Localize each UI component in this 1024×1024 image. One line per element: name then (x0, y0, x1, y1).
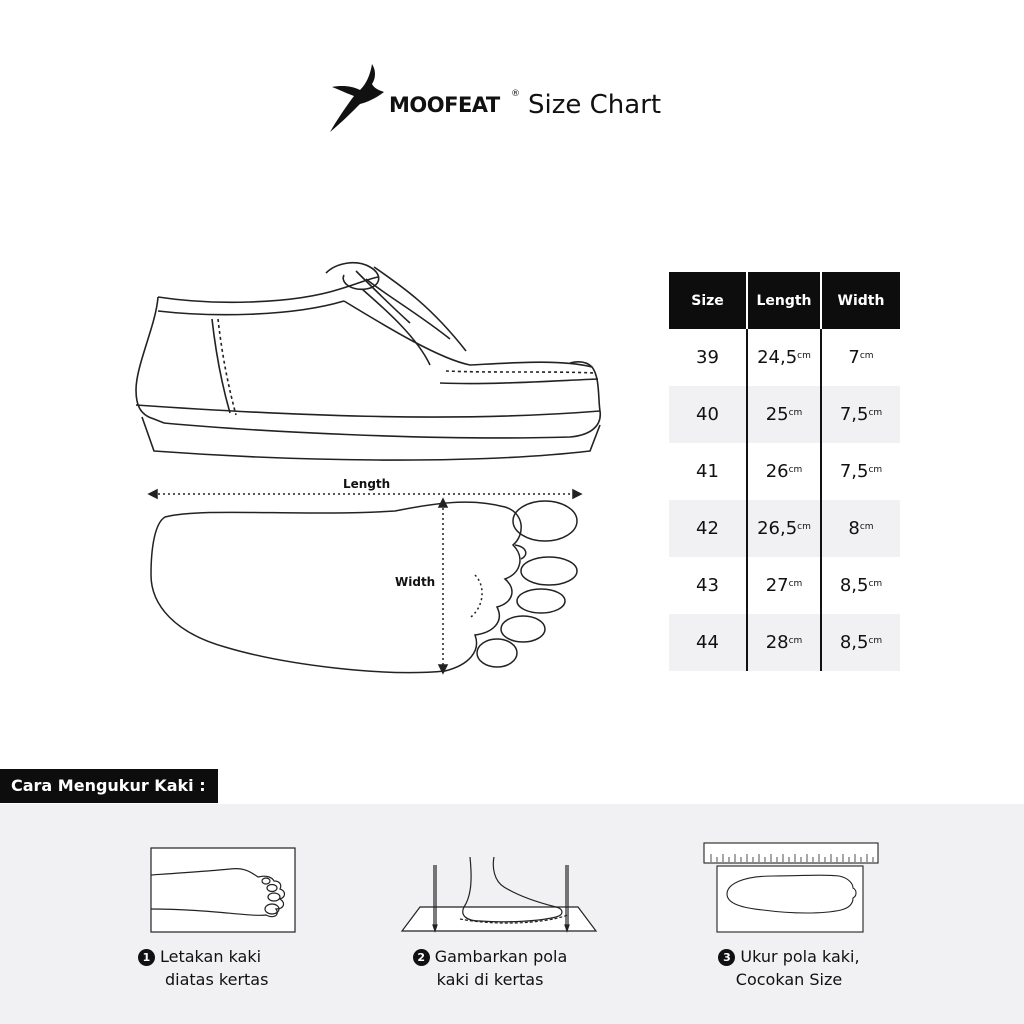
unit-label: cm (859, 350, 874, 361)
unit-label: cm (797, 521, 811, 532)
column-header-width: Width (837, 292, 885, 309)
table-row (669, 329, 900, 386)
length-value: 25 (765, 404, 789, 425)
length-cell (746, 443, 822, 500)
length-cell (746, 500, 822, 557)
step-3-line1: Ukur pola kaki, (740, 947, 860, 966)
table-row (669, 386, 900, 443)
step-1-text (138, 945, 288, 991)
step-2-line1: Gambarkan pola (434, 947, 568, 966)
step-1-number: 1 (138, 949, 155, 966)
size-cell: 44 (696, 632, 719, 653)
width-cell (822, 614, 900, 671)
page-title: Size Chart (528, 90, 662, 120)
step-3-line2: Cocokan Size (735, 970, 843, 989)
step-1-line2: diatas kertas (165, 970, 269, 989)
width-cell (822, 386, 900, 443)
swallow-logo-icon (330, 62, 390, 136)
column-header-size: Size (691, 292, 724, 309)
width-label: Width (395, 575, 436, 589)
width-cell (822, 329, 900, 386)
unit-label: cm (868, 635, 883, 646)
length-value: 26,5 (757, 518, 798, 539)
brand-name: MOOFEAT (389, 93, 500, 117)
unit-label: cm (797, 350, 811, 361)
table-row (669, 557, 900, 614)
table-header-row (669, 272, 900, 329)
width-value: 8 (848, 518, 860, 539)
step-2-line2: kaki di kertas (436, 970, 544, 989)
step-2-text (400, 945, 580, 991)
size-table (669, 272, 900, 671)
unit-label: cm (868, 578, 883, 589)
unit-label: cm (788, 578, 803, 589)
length-value: 27 (765, 575, 789, 596)
width-value: 7,5 (839, 404, 869, 425)
step-1-line1: Letakan kaki (160, 947, 262, 966)
trace-foot-icon (400, 855, 598, 935)
foot-sole-illustration (145, 475, 590, 680)
size-cell: 42 (696, 518, 719, 539)
step-3-text (704, 945, 874, 991)
unit-label: cm (868, 407, 883, 418)
table-row (669, 500, 900, 557)
width-cell (822, 500, 900, 557)
shoe-illustration (130, 255, 610, 470)
table-row (669, 614, 900, 671)
unit-label: cm (788, 635, 803, 646)
size-cell: 40 (696, 404, 719, 425)
width-value: 7,5 (839, 461, 869, 482)
unit-label: cm (868, 464, 883, 475)
width-value: 8,5 (839, 575, 869, 596)
length-value: 26 (765, 461, 789, 482)
column-header-length: Length (746, 272, 822, 329)
step-2-number: 2 (413, 949, 430, 966)
unit-label: cm (859, 521, 874, 532)
length-cell (746, 329, 822, 386)
length-cell (746, 557, 822, 614)
size-cell: 43 (696, 575, 719, 596)
ruler-measure-icon (703, 842, 879, 934)
registered-mark: ® (511, 89, 520, 99)
size-cell: 39 (696, 347, 719, 368)
unit-label: cm (788, 464, 803, 475)
size-cell: 41 (696, 461, 719, 482)
unit-label: cm (788, 407, 803, 418)
length-cell (746, 386, 822, 443)
width-cell (822, 557, 900, 614)
length-label: Length (343, 477, 391, 491)
width-value: 8,5 (839, 632, 869, 653)
width-cell (822, 443, 900, 500)
length-cell (746, 614, 822, 671)
width-value: 7 (848, 347, 860, 368)
length-value: 24,5 (757, 347, 798, 368)
step-3-number: 3 (718, 949, 735, 966)
foot-on-paper-icon (150, 847, 296, 933)
howto-title: Cara Mengukur Kaki : (0, 769, 218, 803)
length-value: 28 (765, 632, 789, 653)
table-row (669, 443, 900, 500)
